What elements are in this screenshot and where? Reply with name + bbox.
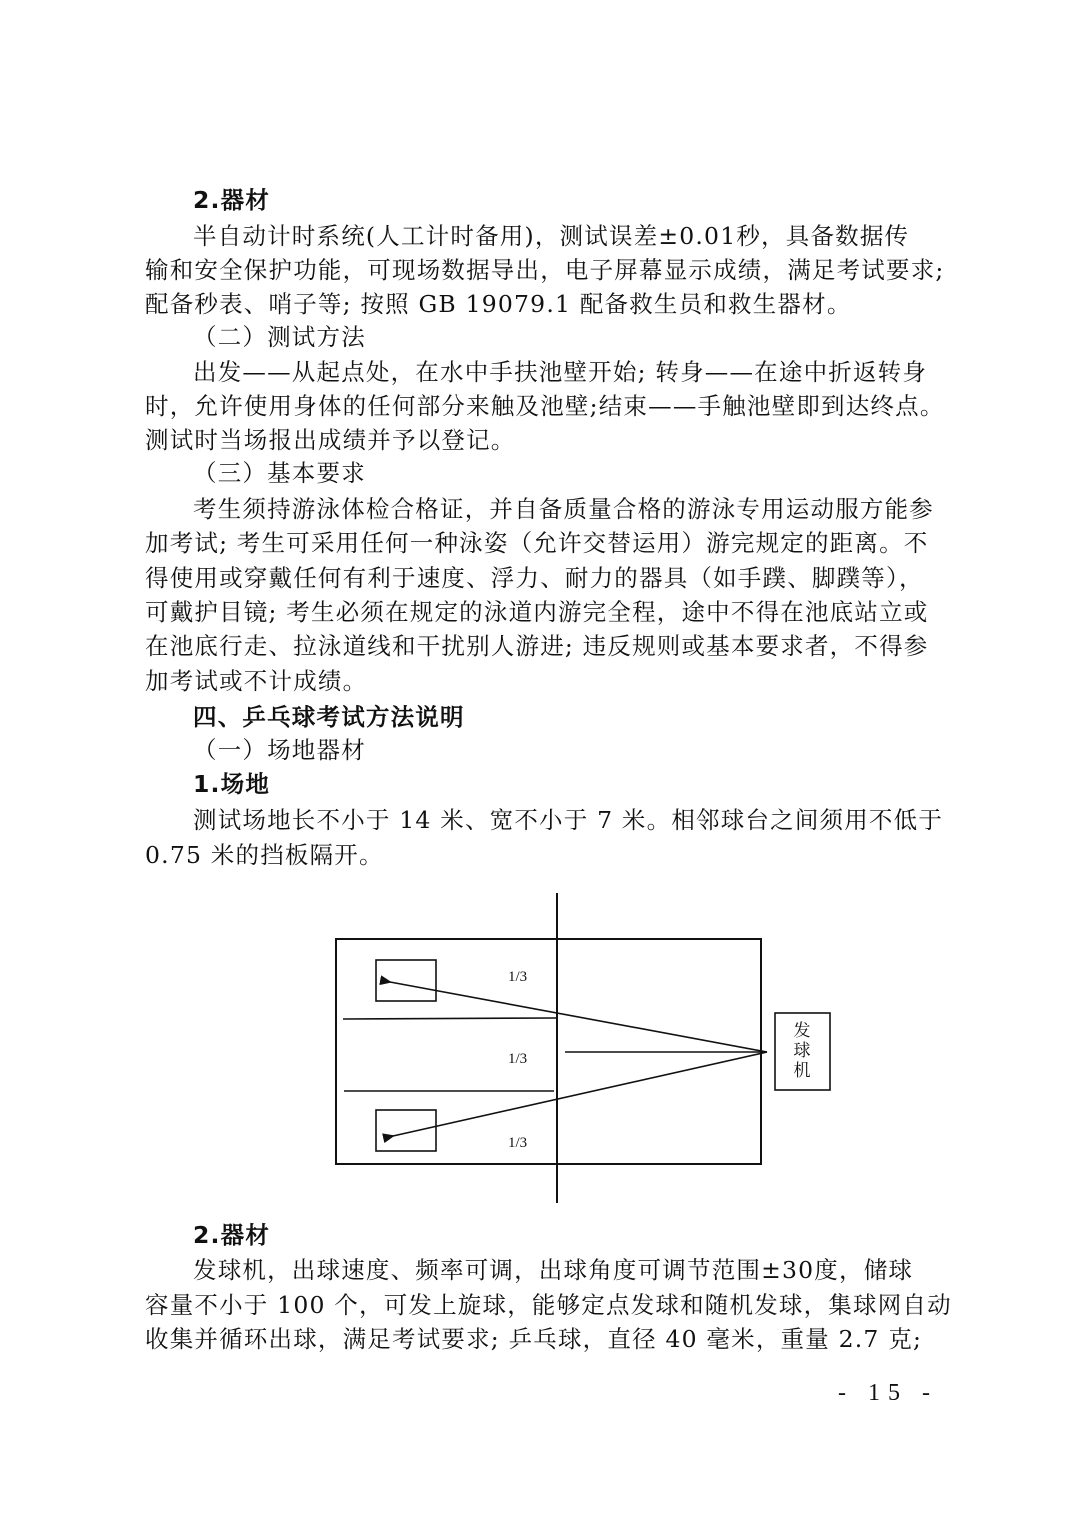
paragraph-line: 在池底行走、拉泳道线和干扰别人游进; 违反规则或基本要求者，不得参 [145, 632, 929, 660]
paragraph-line: 输和安全保护功能，可现场数据导出，电子屏幕显示成绩，满足考试要求; [145, 256, 945, 284]
paragraph-line: 得使用或穿戴任何有利于速度、浮力、耐力的器具（如手蹼、脚蹼等）， [145, 564, 924, 592]
section-heading-test-method: （二）测试方法 [193, 323, 366, 351]
section-heading-equipment: 2.器材 [193, 186, 271, 214]
paragraph-line: 出发——从起点处，在水中手扶池壁开始; 转身——在途中折返转身 [193, 358, 928, 386]
paragraph-line: 加考试或不计成绩。 [145, 667, 368, 695]
paragraph-line: 可戴护目镜; 考生必须在规定的泳道内游完全程，途中不得在池底站立或 [145, 598, 929, 626]
zone-divider-top [343, 1018, 557, 1019]
serving-machine-label: 机 [793, 1061, 811, 1081]
page-number: - 15 - [838, 1380, 938, 1406]
paragraph-line: 时，允许使用身体的任何部分来触及池壁;结束——手触池壁即到达终点。 [145, 392, 945, 420]
section-heading-pingpong: 四、乒乓球考试方法说明 [193, 703, 465, 731]
paragraph-line: 发球机，出球速度、频率可调，出球角度可调节范围±30度，储球 [193, 1256, 914, 1284]
paragraph-line: 0.75 米的挡板隔开。 [145, 841, 384, 869]
paragraph-line: 加考试; 考生可采用任何一种泳姿（允许交替运用）游完规定的距离。不 [145, 529, 929, 557]
serving-machine-label: 球 [793, 1041, 811, 1061]
paragraph-line: 半自动计时系统(人工计时备用)，测试误差±0.01秒，具备数据传 [193, 222, 910, 250]
paragraph-line: 考生须持游泳体检合格证，并自备质量合格的游泳专用运动服方能参 [193, 495, 934, 523]
zone-label-middle: 1/3 [508, 1051, 528, 1067]
paragraph-line: 收集并循环出球，满足考试要求; 乒乓球，直径 40 毫米，重量 2.7 克; [145, 1325, 923, 1353]
zone-label-top: 1/3 [508, 969, 528, 985]
target-box-bottom [376, 1110, 436, 1151]
trajectory-arrow-bottom [393, 1052, 767, 1136]
trajectory-arrow-top [390, 982, 767, 1052]
section-heading-requirements: （三）基本要求 [193, 459, 366, 487]
section-heading-venue: 1.场地 [193, 770, 271, 798]
paragraph-line: 容量不小于 100 个，可发上旋球，能够定点发球和随机发球，集球网自动 [145, 1291, 952, 1319]
paragraph-line: 测试场地长不小于 14 米、宽不小于 7 米。相邻球台之间须用不低于 [193, 806, 944, 834]
section-heading-venue-equipment: （一）场地器材 [193, 736, 366, 764]
serving-machine-label: 发 [793, 1021, 811, 1041]
table-tennis-diagram [320, 890, 840, 1210]
zone-label-bottom: 1/3 [508, 1135, 528, 1151]
paragraph-line: 配备秒表、哨子等; 按照 GB 19079.1 配备救生员和救生器材。 [145, 290, 852, 318]
target-box-top [376, 960, 436, 1001]
section-heading-pp-equipment: 2.器材 [193, 1221, 271, 1249]
paragraph-line: 测试时当场报出成绩并予以登记。 [145, 426, 516, 454]
